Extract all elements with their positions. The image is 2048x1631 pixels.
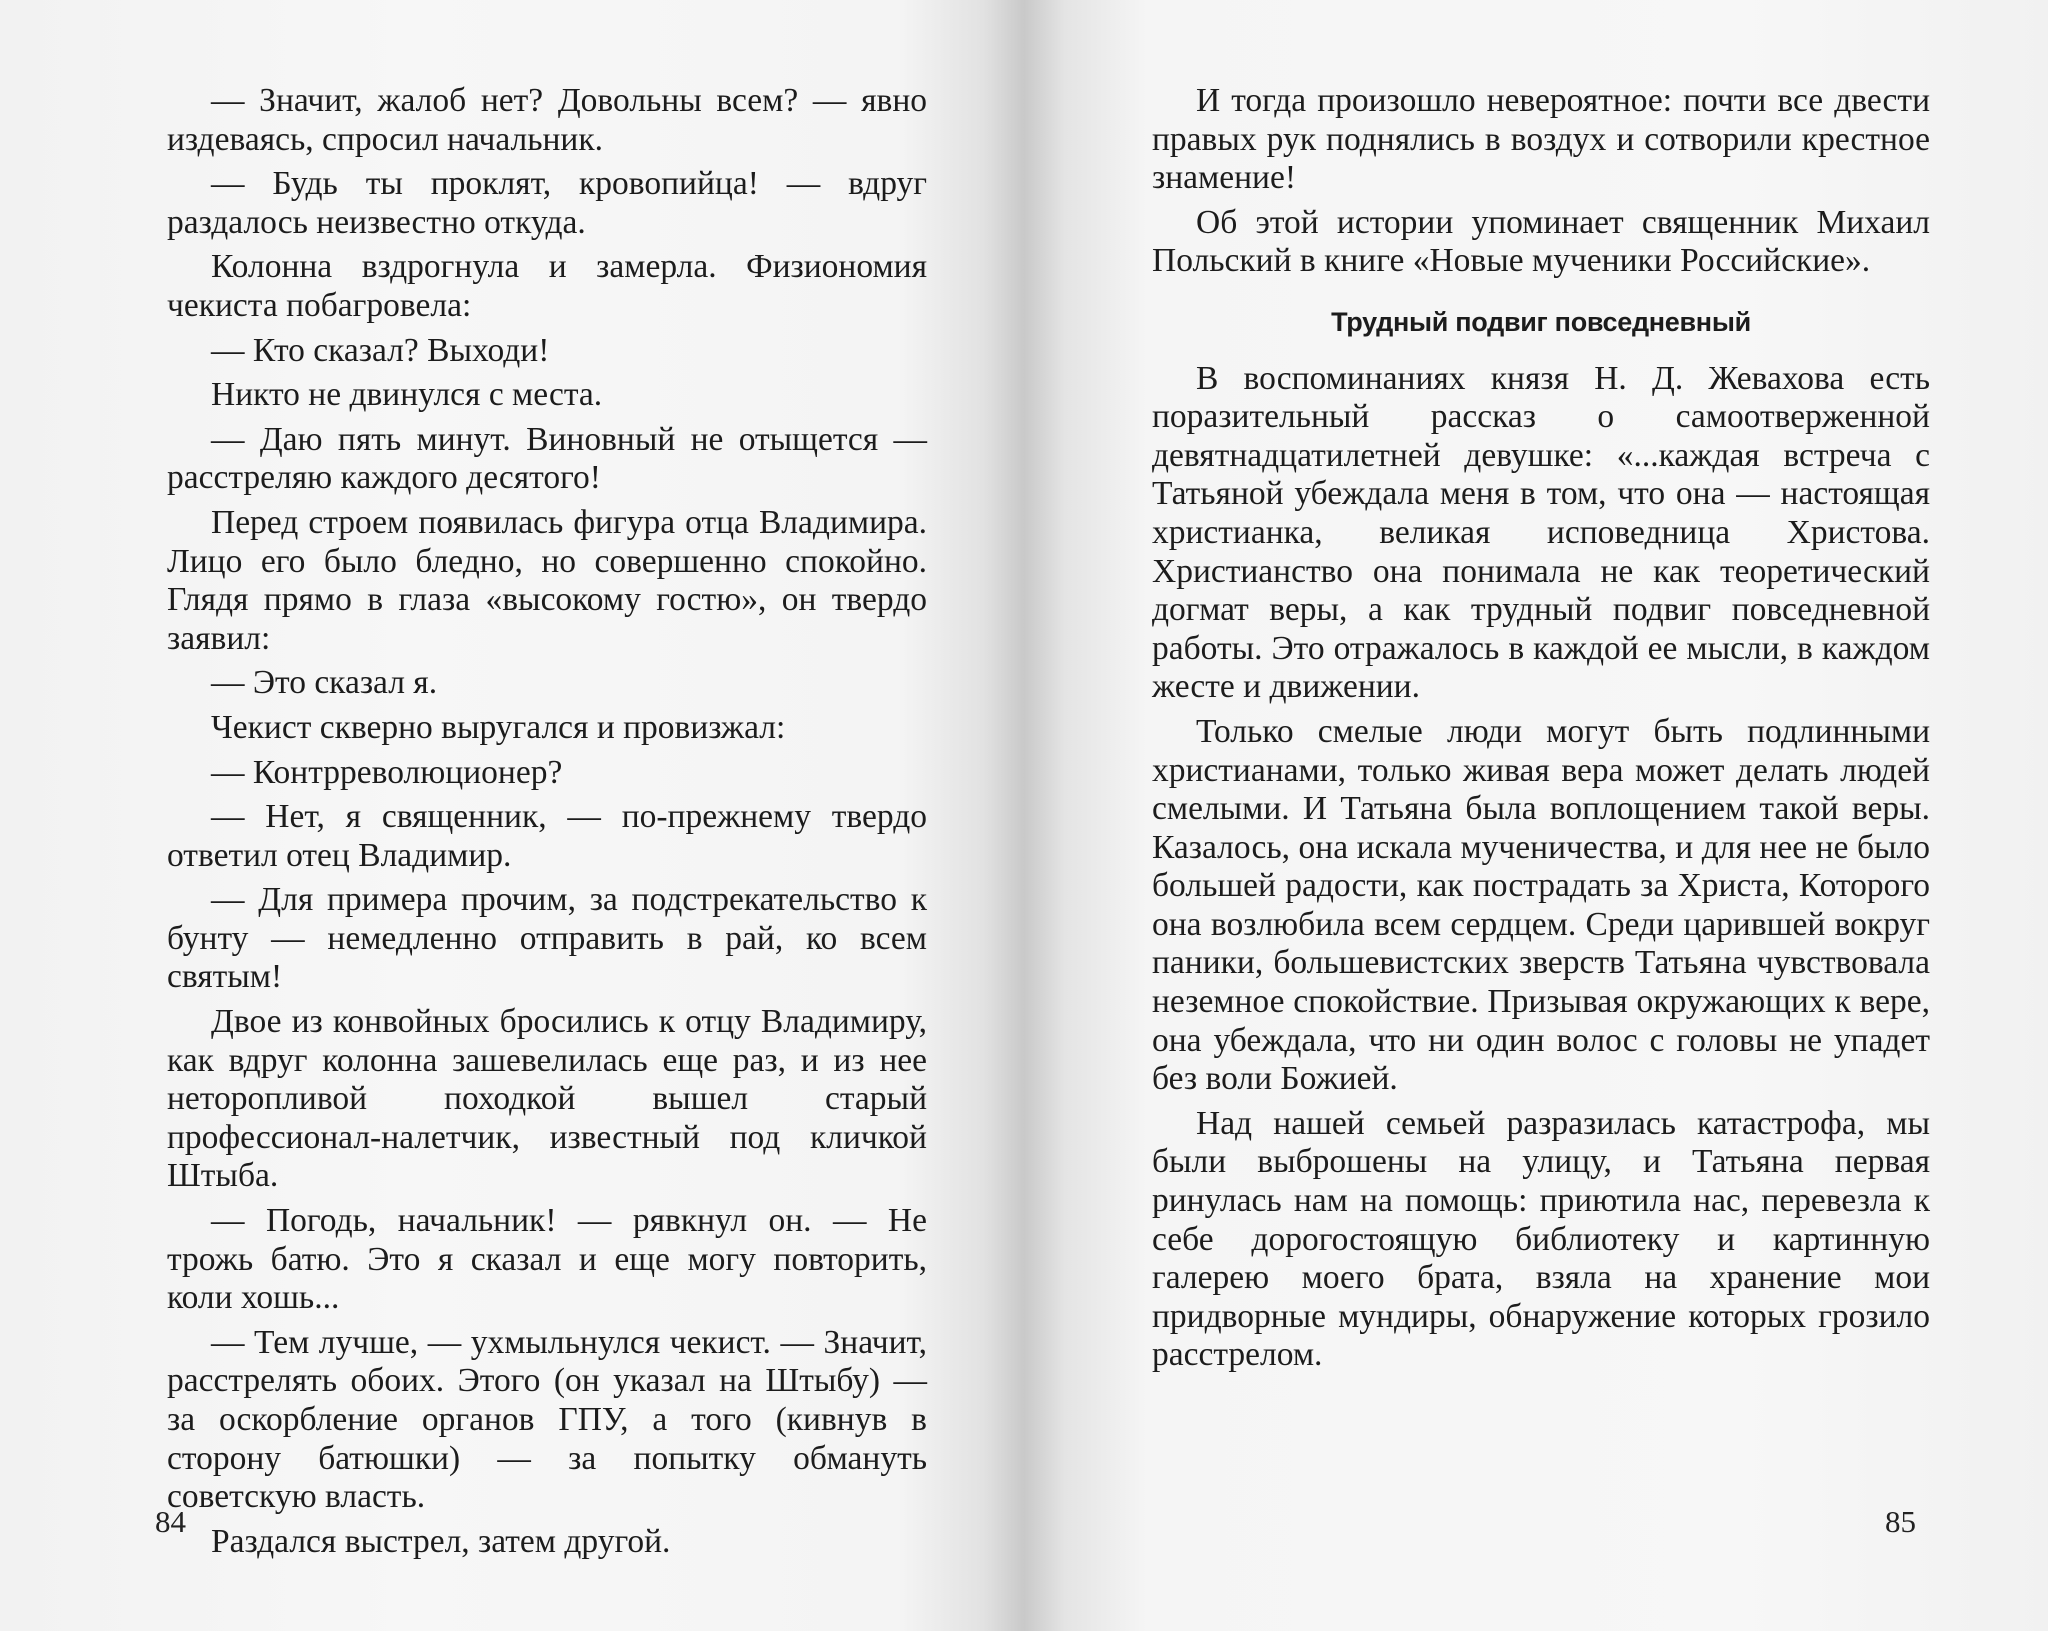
left-paragraph: — Для примера прочим, за подстрекательство к бунту — немедленно отправить в рай, ко всем святым! — [167, 881, 927, 996]
left-paragraph: — Кто сказал? Выходи! — [211, 331, 550, 369]
left-paragraph: — Значит, жалоб нет? Довольны всем? — явно издеваясь, спросил начальник. — [167, 82, 927, 158]
right-paragraph: В воспоминаниях князя Н. Д. Жевахова есть поразительный рассказ о самоотверженной девятнадцатилетней девушке: «...каждая встреча с Татьяной убеждала меня в том, что она — настоящая христианка, великая исповедница Христова. Христианство она понимала не как теоретический догмат веры, а как трудный подвиг повседневной работы. Это отражалось в каждой ее мысли, в каждом жесте и движении. — [1152, 359, 1930, 706]
left-paragraph: Чекист скверно выругался и провизжал: — [211, 708, 786, 746]
left-paragraph: — Погодь, начальник! — рявкнул он. — Не трожь батю. Это я сказал и еще могу повторить, коли хошь... — [167, 1202, 927, 1317]
right-paragraph: Над нашей семьей разразилась катастрофа, мы были выброшены на улицу, и Татьяна первая ринулась нам на помощь: приютила нас, перевезла к себе дорогостоящую библиотеку и картинную галерею моего брата, взяла на хранение мои придворные мундиры, обнаружение которых грозило расстрелом. — [1152, 1104, 1930, 1374]
left-paragraph: — Контрреволюционер? — [211, 753, 563, 791]
left-paragraph: Колонна вздрогнула и замерла. Физиономия чекиста побагровела: — [167, 248, 927, 324]
left-paragraph: Никто не двинулся с места. — [211, 376, 603, 414]
left-paragraph: — Нет, я священник, — по-прежнему твердо ответил отец Владимир. — [167, 798, 927, 874]
page-number-right: 85 — [1885, 1504, 1916, 1539]
left-paragraph: Раздался выстрел, затем другой. — [211, 1522, 671, 1560]
left-paragraph: Перед строем появилась фигура отца Владимира. Лицо его было бледно, но совершенно спокойно. Глядя прямо в глаза «высокому гостю», он твердо заявил: — [167, 503, 927, 657]
left-paragraph: — Даю пять минут. Виновный не отыщется — расстреляю каждого десятого! — [167, 420, 927, 497]
right-page — [1152, 82, 1930, 1562]
section-heading: Трудный подвиг повседневный — [1331, 306, 1751, 337]
right-paragraph: И тогда произошло невероятное: почти все двести правых рук поднялись в воздух и сотворили крестное знамение! — [1152, 82, 1930, 197]
left-paragraph: — Будь ты проклят, кровопийца! — вдруг раздалось неизвестно откуда. — [167, 165, 927, 241]
right-paragraph: Об этой истории упоминает священник Михаил Польский в книге «Новые мученики Российские». — [1152, 203, 1930, 280]
page-number-left: 84 — [155, 1504, 186, 1539]
show-through-text — [940, 180, 1030, 1480]
left-paragraph: Двое из конвойных бросились к отцу Владимиру, как вдруг колонна зашевелилась еще раз, и из нее неторопливой походкой вышел старый профессионал-налетчик, известный под кличкой Штыба. — [167, 1003, 927, 1195]
right-paragraph: Только смелые люди могут быть подлинными христианами, только живая вера может делать людей смелыми. И Татьяна была воплощением такой веры. Казалось, она искала мученичества, и для нее не было большей радости, как пострадать за Христа, Которого она возлюбила всем сердцем. Среди царившей вокруг паники, большевистских зверств Татьяна чувствовала неземное спокойствие. Призывая окружающих к вере, она убеждала, что ни один волос с головы не упадет без воли Божией. — [1152, 712, 1930, 1098]
left-paragraph: — Это сказал я. — [211, 664, 438, 702]
left-paragraph: — Тем лучше, — ухмыльнулся чекист. — Значит, расстрелять обоих. Этого (он указал на Штыбу) — за оскорбление органов ГПУ, а того (кивнув в сторону батюшки) — за попытку обмануть советскую власть. — [167, 1323, 927, 1516]
left-page — [167, 82, 927, 1562]
